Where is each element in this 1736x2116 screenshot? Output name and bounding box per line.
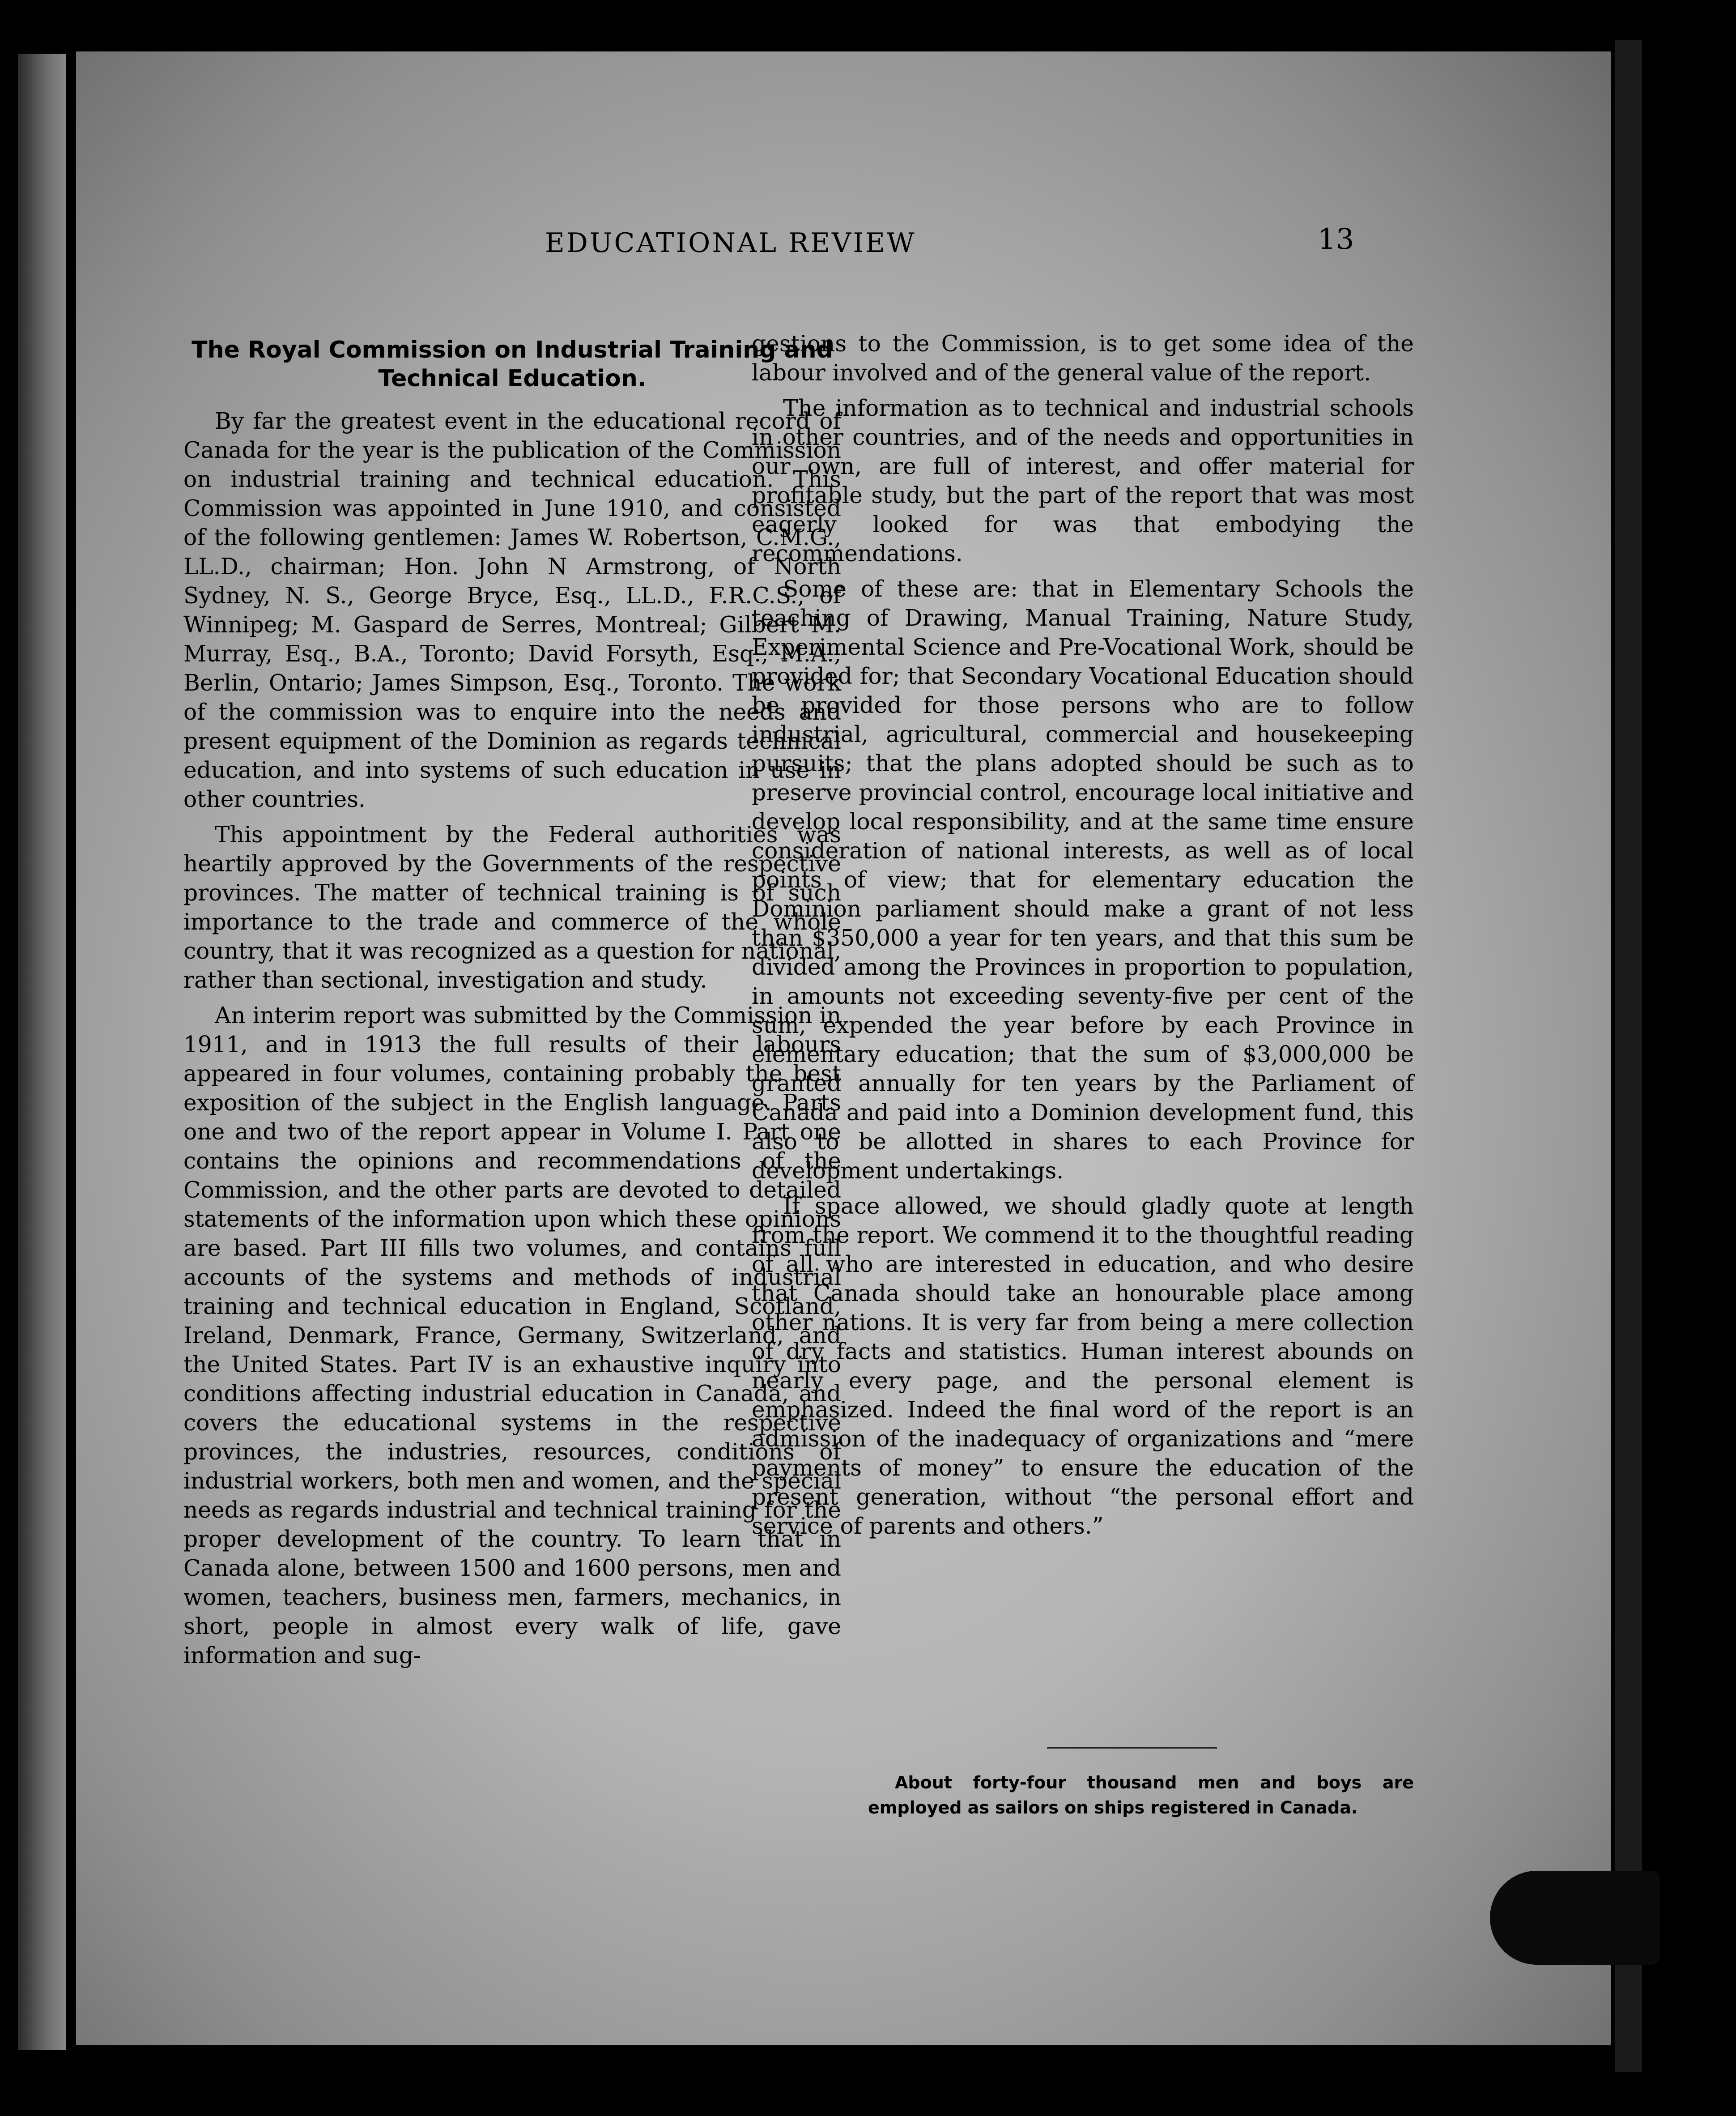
paragraph: gestions to the Commission, is to get some idea of the labour involved and of the general value of the report. (752, 330, 1414, 386)
right-page-shadow (1615, 40, 1642, 2072)
section-divider (1047, 1747, 1217, 1749)
right-column (752, 329, 1414, 1547)
article-title: The Royal Commission on Industrial Training and Technical Education. (191, 337, 833, 392)
paragraph: An interim report was submitted by the Commission in 1911, and in 1913 the full results of their labours appeared in four volumes, containing probably the best exposition of the subject in the English language. Parts one and two of the report appear in Volume I. Part one contains the opinions and recommendations of the Commission, and the other parts are devoted to detailed statements of the information upon which these opinions are based. Part III fills two volumes, and contains full accounts of the systems and methods of industrial training and technical education in England, Scotland, Ireland, Denmark, France, Germany, Switzerland, and the United States. Part IV is an exhaustive inquiry into conditions affecting industrial education in Canada, and covers the educational systems in the respective provinces, the industries, resources, conditions of industrial workers, both men and women, and the special needs as regards industrial and technical training for the proper development of the country. To learn that in Canada alone, between 1500 and 1600 persons, men and women, teachers, business men, farmers, mechanics, in short, people in almost every walk of life, gave information and sug- (183, 1002, 841, 1668)
paragraph: By far the greatest event in the educational record of Canada for the year is the publication of the Commission on industrial training and technical education. This Commission was appointed in June 1910, and consisted of the following gentlemen: James W. Robertson, C.M.G., LL.D., chairman; Hon. John N Armstrong, of North Sydney, N. S., George Bryce, Esq., LL.D., F.R.C.S., of Winnipeg; M. Gaspard de Serres, Montreal; Gilbert M. Murray, Esq., B.A., Toronto; David Forsyth, Esq., M.A., Berlin, Ontario; James Simpson, Esq., Toronto. The work of the commission was to enquire into the needs and present equipment of the Dominion as regards technical education, and into systems of such education in use in other countries. (183, 408, 841, 812)
paragraph: The information as to technical and industrial schools in other countries, and of the needs and opportunities in our own, are full of interest, and offer material for profitable study, but the part of the report that was most eagerly looked for was that embodying the recommendations. (752, 395, 1414, 567)
paragraph: Some of these are: that in Elementary Schools the teaching of Drawing, Manual Training, Nature Study, Experimental Science and Pre-Vocational Work, should be provided for; that Secondary Vocational Education should be provided for those persons who are to follow industrial, agricultural, commercial and housekeeping pursuits; that the plans adopted should be such as to preserve provincial control, encourage local initiative and develop local responsibility, and at the same time ensure consideration of national interests, as well as of local points of view; that for elementary education the Dominion parliament should make a grant of not less than $350,000 a year for ten years, and that this sum be divided among the Provinces in proportion to population, in amounts not exceeding seventy-five per cent of the sum, expended the year before by each Province in elementary education; that the sum of $3,000,000 be granted annually for ten years by the Parliament of Canada and paid into a Dominion development fund, this also to be allotted in shares to each Province for development undertakings. (752, 576, 1414, 1184)
page-number: 13 (1318, 223, 1354, 256)
paragraph: If space allowed, we should gladly quote at length from the report. We commend it to the thoughtful reading of all who are interested in education, and who desire that Canada should take an honourable place among other nations. It is very far from being a mere collection of dry facts and statistics. Human interest abounds on nearly every page, and the personal element is emphasized. Indeed the final word of the report is an admission of the inadequacy of organizations and “mere payments of money” to ensure the education of the present generation, without “the personal effort and service of parents and others.” (752, 1193, 1414, 1539)
left-column (183, 336, 841, 1676)
footnote: About forty-four thousand men and boys are employed as sailors on ships registered in Canada. (868, 1773, 1414, 1817)
running-header: EDUCATIONAL REVIEW (545, 227, 916, 259)
thumb-shadow (1490, 1871, 1660, 1965)
paragraph: This appointment by the Federal authorities was heartily approved by the Governments of the respective provinces. The matter of technical training is of such importance to the trade and commerce of the whole country, that it was recognized as a question for national, rather than sectional, investigation and study. (183, 821, 841, 993)
left-page-edge (18, 54, 66, 2050)
